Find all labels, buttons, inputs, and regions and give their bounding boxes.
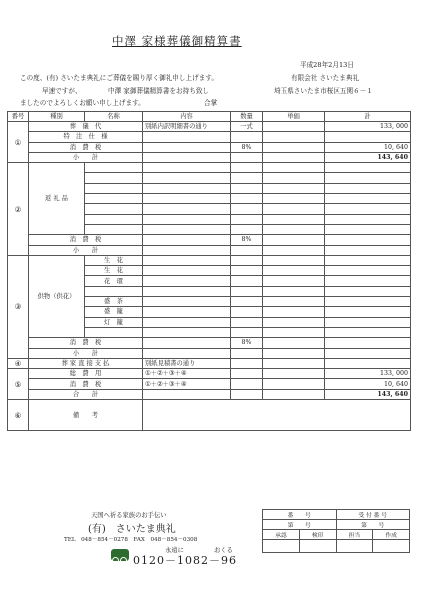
row-name: 特 注 仕 様 xyxy=(29,132,143,142)
section-number: ⑤ xyxy=(8,369,29,400)
intro-line-2b: 中澤 家御葬儀精算書をお持ち致し xyxy=(108,87,210,95)
table-row xyxy=(8,122,411,132)
section-number: ④ xyxy=(8,358,29,368)
row-name: 消 費 税 xyxy=(29,142,143,152)
issue-date: 平成28年2月13日 xyxy=(300,61,354,69)
row-total: 143, 640 xyxy=(325,389,411,399)
table-row xyxy=(8,142,411,152)
section-number: ③ xyxy=(8,255,29,358)
row-name: 花 環 xyxy=(85,276,143,286)
row-content: ①＋②＋③＋④ xyxy=(143,369,231,379)
header-total: 計 xyxy=(325,112,411,122)
table-header-row xyxy=(8,112,411,122)
reception-stamp-box xyxy=(262,509,410,553)
row-name: 消 費 税 xyxy=(29,338,143,348)
row-name: 消 費 税 xyxy=(29,235,143,245)
table-row xyxy=(8,255,411,265)
row-name: 葬 家 直 接 支 払 xyxy=(29,358,143,368)
table-row xyxy=(8,235,411,245)
footer-tagline: 天国へ祈る家族のお手伝い xyxy=(91,512,167,519)
header-no: 番号 xyxy=(8,112,29,122)
section-number: ⑥ xyxy=(8,400,29,431)
stamp-number-value: 第 号 xyxy=(263,520,337,530)
intro-line-2a: 早速ですが、 xyxy=(42,87,82,95)
row-qty: 8% xyxy=(231,235,263,245)
row-type: 供物（供花） xyxy=(29,255,85,337)
footer-tel: TEL 048－854－0278 FAX 048－854－0308 xyxy=(64,537,198,543)
stamp-reception-label: 受 付 番 号 xyxy=(336,510,410,520)
intro-line-3: ましたのでよろしくお願い申し上げます。 xyxy=(20,99,145,107)
table-row xyxy=(8,152,411,162)
row-name: 盛 籠 xyxy=(85,307,143,317)
row-qty: 8% xyxy=(231,338,263,348)
company-address: 埼玉県さいたま市桜区五関６－１ xyxy=(274,87,373,95)
header-unit: 単価 xyxy=(263,112,325,122)
row-qty: 8% xyxy=(231,142,263,152)
freedial-number: 0120－1082－96 xyxy=(133,554,237,567)
row-name: 生 花 xyxy=(85,255,143,265)
company-name: 有限会社 さいたま典礼 xyxy=(291,74,360,82)
row-name: 生 花 xyxy=(85,266,143,276)
table-row xyxy=(8,245,411,255)
table-row xyxy=(8,163,411,173)
footer-slogan-2: おくる xyxy=(214,547,233,554)
row-content: 別紙見積書の通り xyxy=(143,358,231,368)
settlement-table xyxy=(7,111,411,431)
stamp-number-label: 番 号 xyxy=(263,510,337,520)
table-row xyxy=(8,338,411,348)
row-total: 133, 000 xyxy=(325,369,411,379)
header-content: 内容 xyxy=(143,112,231,122)
header-qty: 数量 xyxy=(231,112,263,122)
row-content: 別紙内訳明細書の通り xyxy=(143,122,231,132)
table-row xyxy=(8,369,411,379)
row-name: 備 考 xyxy=(29,400,143,431)
row-type: 返 礼 品 xyxy=(29,163,85,235)
header-name: 名称 xyxy=(85,112,143,122)
stamp-reception-value: 第 号 xyxy=(336,520,410,530)
table-row xyxy=(8,348,411,358)
header-type: 種別 xyxy=(29,112,85,122)
intro-line-1: この度、(有) さいたま典礼にご葬儀を賜り厚く御礼申し上げます。 xyxy=(20,74,218,82)
row-name: 葬 儀 代 xyxy=(29,122,143,132)
row-name: 消 費 税 xyxy=(29,379,143,389)
footer-slogan-1: 永遠に xyxy=(165,547,184,554)
row-total: 10, 640 xyxy=(325,142,411,152)
row-name: 小 計 xyxy=(29,245,143,255)
row-name: 小 計 xyxy=(29,348,143,358)
table-row xyxy=(8,389,411,399)
intro-gassho: 合掌 xyxy=(204,99,218,107)
table-row xyxy=(8,400,411,431)
row-name: 小 計 xyxy=(29,152,143,162)
stamp-cell-label: 承認 xyxy=(263,530,300,540)
row-name: 総 費 用 xyxy=(29,369,143,379)
row-content: ①＋②＋③＋④ xyxy=(143,379,231,389)
row-name: 盛 茶 xyxy=(85,297,143,307)
row-total: 133, 000 xyxy=(325,122,411,132)
section-number: ① xyxy=(8,122,29,163)
row-total: 143, 640 xyxy=(325,152,411,162)
document-title: 中澤 家様葬儀御精算書 xyxy=(112,34,242,48)
table-row xyxy=(8,132,411,142)
row-name: 灯 籠 xyxy=(85,317,143,327)
section-number: ② xyxy=(8,163,29,256)
row-total: 10, 640 xyxy=(325,379,411,389)
table-row xyxy=(8,358,411,368)
freedial-logo-icon xyxy=(111,549,129,561)
stamp-cell-label: 担当 xyxy=(336,530,373,540)
stamp-cell-label: 検印 xyxy=(299,530,336,540)
footer-brand: (有) さいたま典礼 xyxy=(88,524,176,535)
stamp-cell-label: 作成 xyxy=(373,530,410,540)
row-qty: 一式 xyxy=(231,122,263,132)
table-row xyxy=(8,379,411,389)
row-name: 合 計 xyxy=(29,389,143,399)
row-name xyxy=(85,286,143,296)
